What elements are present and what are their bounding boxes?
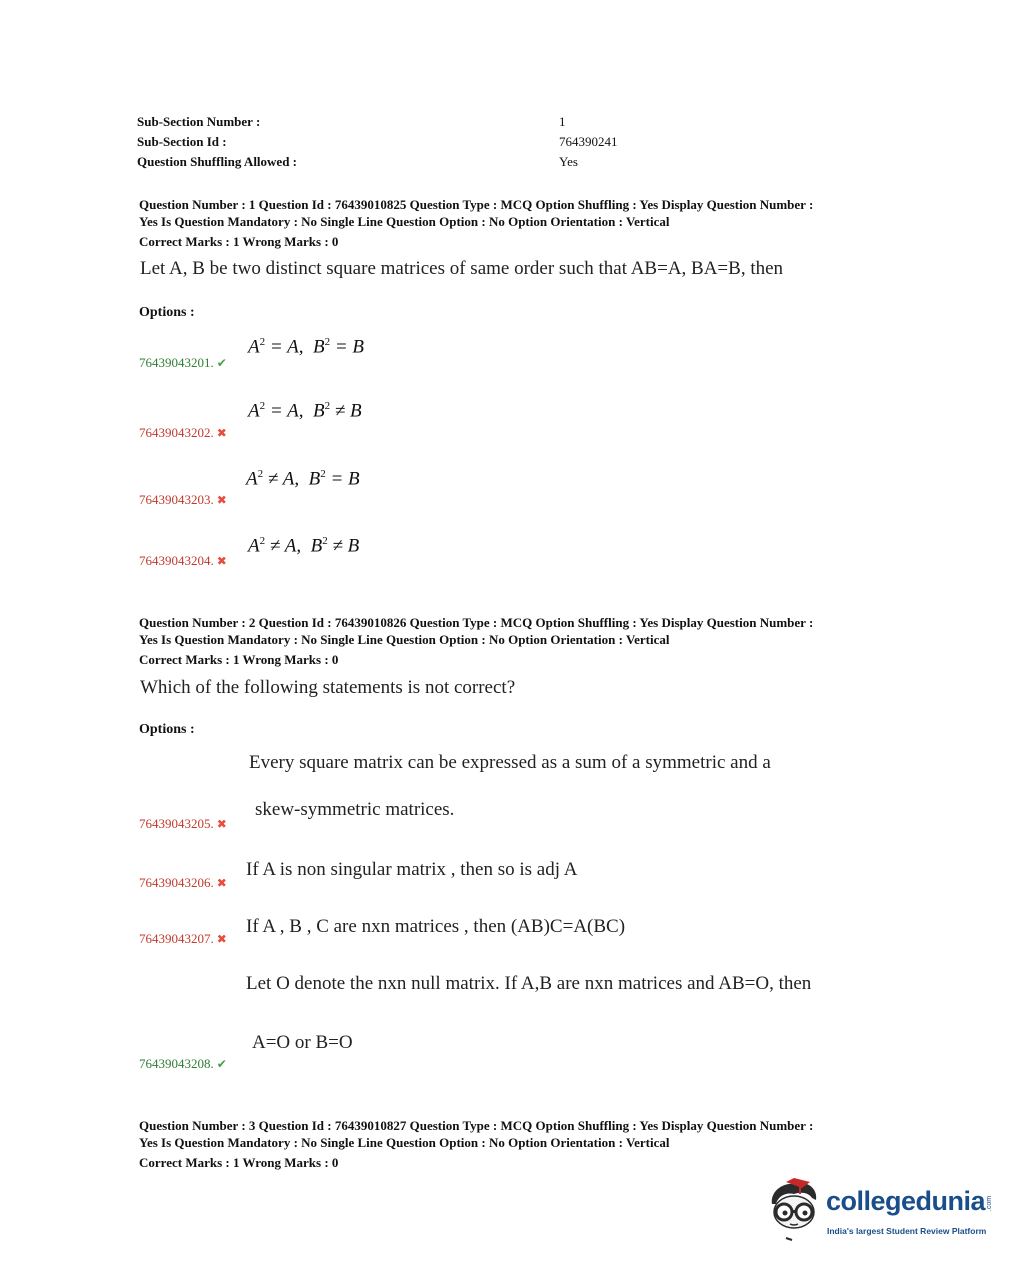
question-3-header	[139, 1117, 939, 1171]
question-1-text: Let A, B be two distinct square matrices of same order such that AB=A, BA=B, then	[140, 258, 784, 279]
question-1-options-label: Options :	[139, 305, 195, 320]
option-id: 76439043203.	[139, 492, 214, 507]
question-2-header-line1: Question Number : 2 Question Id : 76439010826 Question Type : MCQ Option Shuffling : Yes Display Question Number :	[139, 615, 814, 630]
option-76439043208-line2: A=O or B=O	[252, 1032, 353, 1053]
cross-icon: ✖	[216, 817, 227, 831]
option-id: 76439043207.	[139, 931, 214, 946]
option-id: 76439043206.	[139, 875, 214, 890]
question-1-header-line1: Question Number : 1 Question Id : 76439010825 Question Type : MCQ Option Shuffling : Yes Display Question Number :	[139, 197, 814, 212]
option-76439043205-line1: Every square matrix can be expressed as a sum of a symmetric and a	[249, 752, 771, 773]
question-1-header-line2: Yes Is Question Mandatory : No Single Line Question Option : No Option Orientation : Vertical	[139, 214, 670, 229]
option-76439043205	[139, 815, 227, 833]
option-76439043203-math: $A^2 \ne A$, $B^2 = B$	[246, 468, 360, 490]
check-icon: ✔	[216, 356, 227, 370]
option-76439043204	[139, 552, 227, 570]
option-76439043204-math: $A^2 \ne A$, $B^2 \ne B$	[248, 535, 360, 557]
check-icon: ✔	[216, 1057, 227, 1071]
option-76439043202-math: $A^2 = A$, $B^2 \ne B$	[248, 400, 362, 422]
question-3-header-line2: Yes Is Question Mandatory : No Single Line Question Option : No Option Orientation : Vertical	[139, 1135, 670, 1150]
mascot-icon	[766, 1178, 828, 1244]
cross-icon: ✖	[216, 876, 227, 890]
question-2-header-line2: Yes Is Question Mandatory : No Single Line Question Option : No Option Orientation : Vertical	[139, 632, 670, 647]
question-2-header	[139, 614, 939, 668]
cross-icon: ✖	[216, 426, 227, 440]
option-76439043207	[139, 930, 227, 948]
cross-icon: ✖	[216, 932, 227, 946]
cross-icon: ✖	[216, 493, 227, 507]
option-76439043207-text: If A , B , C are nxn matrices , then (AB)C=A(BC)	[246, 916, 626, 937]
option-76439043202	[139, 424, 227, 442]
cross-icon: ✖	[216, 554, 227, 568]
subsection-id-value: 764390241	[559, 134, 618, 149]
option-76439043208-line1: Let O denote the nxn null matrix. If A,B are nxn matrices and AB=O, then	[246, 973, 812, 994]
option-id: 76439043202.	[139, 425, 214, 440]
option-76439043208	[139, 1055, 227, 1073]
subsection-number-label: Sub-Section Number :	[137, 114, 261, 129]
collegedunia-wordmark: collegedunia	[826, 1186, 986, 1216]
option-76439043206-text: If A is non singular matrix , then so is adj A	[246, 859, 578, 880]
option-id: 76439043205.	[139, 816, 214, 831]
option-76439043203	[139, 491, 227, 509]
option-id: 76439043208.	[139, 1056, 214, 1071]
question-2-options-label: Options :	[139, 722, 195, 737]
collegedunia-domain: .com	[986, 1195, 994, 1212]
question-2-text: Which of the following statements is not correct?	[140, 677, 516, 698]
subsection-number-value: 1	[559, 114, 566, 129]
option-76439043201	[139, 354, 227, 372]
option-76439043201-math: $A^2 = A$, $B^2 = B$	[248, 336, 365, 358]
collegedunia-tagline: India's largest Student Review Platform	[827, 1226, 987, 1236]
option-id: 76439043201.	[139, 355, 214, 370]
option-76439043206	[139, 874, 227, 892]
question-shuffling-value: Yes	[559, 154, 578, 169]
question-3-marks: Correct Marks : 1 Wrong Marks : 0	[139, 1155, 339, 1170]
option-id: 76439043204.	[139, 553, 214, 568]
question-1-header	[139, 196, 939, 250]
question-2-marks: Correct Marks : 1 Wrong Marks : 0	[139, 652, 339, 667]
question-1-marks: Correct Marks : 1 Wrong Marks : 0	[139, 234, 339, 249]
question-shuffling-label: Question Shuffling Allowed :	[137, 154, 298, 169]
subsection-id-label: Sub-Section Id :	[137, 134, 227, 149]
option-76439043205-line2: skew-symmetric matrices.	[255, 799, 455, 820]
question-3-header-line1: Question Number : 3 Question Id : 76439010827 Question Type : MCQ Option Shuffling : Yes Display Question Number :	[139, 1118, 814, 1133]
